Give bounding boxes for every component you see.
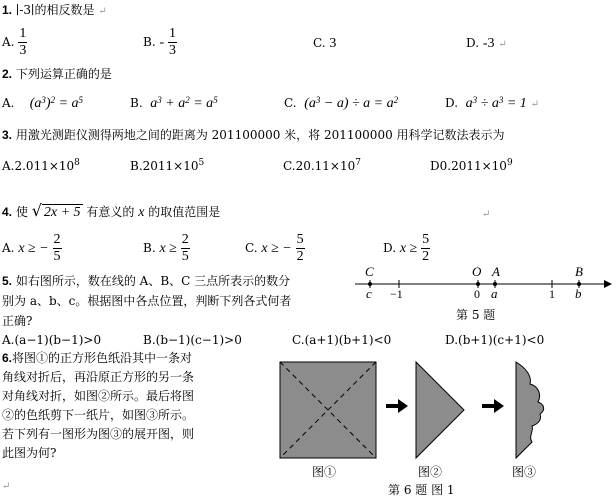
q1-option-b: B. - $\frac{1}{3}$ [143, 26, 176, 58]
q6-line-3: 对角线对折，如图②所示。最后将图 [2, 389, 195, 403]
tick-label-minus-one: −1 [390, 287, 403, 301]
label-point-a: A [492, 264, 500, 279]
folded-triangle [416, 362, 464, 458]
cut-paper-piece [516, 362, 544, 458]
option-label: A. [2, 35, 15, 49]
q4-option-d: D. x ≥ $\frac{5}{2}$ [383, 232, 430, 264]
q2-stem: 下列运算正确的是 [15, 67, 112, 81]
q2-option-d: D. $a^3 \div a^3 = 1$ ↵ [445, 95, 540, 111]
paragraph-mark: ↵ [98, 6, 107, 17]
figure-2-label: 图② [418, 465, 443, 479]
q1-option-a [2, 24, 27, 60]
label-point-c: C [365, 264, 374, 279]
q5-line-3: 正确? [2, 314, 33, 328]
figure-5-caption: 第 5 题 [456, 308, 496, 322]
q1-option-d: D. -3 ↵ [466, 36, 507, 51]
q3-option-a: $A.2.011\times 10^8$ [2, 158, 80, 173]
q6-line-2: 角线对折后，再沿原正方形的另一条 [2, 370, 195, 384]
fraction: $\frac{2}{5}$ [181, 232, 189, 264]
q3-stem: 用激光测距仪测得两地之间的距离为 201100000 米，将 201100000 用科学记数法表示为 [15, 128, 505, 142]
q5-option-d: D.(b+1)(c+1)<0 [445, 333, 545, 347]
tick-label-b: b [575, 286, 582, 301]
q1-stem: ∣-3∣的相反数是 [15, 3, 95, 17]
q5-option-c: C.(a+1)(b+1)<0 [292, 333, 392, 347]
label-point-b: B [575, 264, 583, 279]
q2-number: 2. [2, 67, 13, 81]
q2-stem-line [2, 66, 112, 82]
fraction: $\frac{5}{2}$ [296, 232, 304, 264]
tick-label-c: c [366, 286, 372, 301]
fraction: $\frac{1}{3}$ [19, 26, 27, 58]
arrow-head-icon [604, 280, 612, 288]
fraction: $\frac{5}{2}$ [422, 232, 430, 264]
q3-option-d: $D0.2011\times 10^9$ [430, 158, 513, 173]
q3-number: 3. [2, 128, 13, 142]
q5-option-a: A.(a−1)(b−1)>0 [2, 333, 102, 347]
q6-line-5: 若下列有一图形为图③的展开图，则 [2, 427, 195, 441]
figure-3-label: 图③ [512, 465, 537, 479]
q5-line-1: 5. 如右图所示，数在线的 A、B、C 三点所表示的数分 [2, 274, 291, 288]
q2-option-b: B. $a^3 + a^2 = a^5$ [130, 95, 218, 111]
q4-option-b: B. x ≥ $\frac{2}{5}$ [143, 232, 189, 264]
q6-number: 6. [2, 351, 13, 365]
q3-option-b: $B.2011\times 10^5$ [130, 158, 205, 173]
q5-line-2: 别为 a、b、c。根据图中各点位置，判断下列各式何者 [2, 294, 292, 308]
q6-line-4: ②的色纸剪下一纸片，如图③所示。 [2, 408, 195, 422]
q6-line-1: 6.将图①的正方形色纸沿其中一条对 [2, 351, 193, 365]
q4-option-c: C. x ≥ − $\frac{5}{2}$ [245, 232, 304, 264]
q3-option-c: $C.20.11\times 10^7$ [283, 158, 361, 173]
paragraph-mark: ↵ [482, 209, 491, 220]
tick-label-zero: 0 [474, 287, 480, 301]
figure-1-label: 图① [312, 465, 337, 479]
option-label: B. [143, 35, 156, 49]
paragraph-mark: ↵ [2, 481, 11, 492]
radicand: 2x + 5 [43, 205, 81, 220]
arrow-right-icon [386, 399, 408, 413]
q2-option-c: C. $(a^3 - a) \div a = a^2$ [284, 95, 399, 111]
radical-sign: √ [31, 201, 42, 220]
q1-stem-line [2, 2, 107, 20]
q4-number: 4. [2, 205, 13, 219]
tick-label-a: a [491, 286, 498, 301]
q4-option-a: A. x ≥ − $\frac{2}{5}$ [2, 232, 61, 264]
q3-stem-line [2, 127, 505, 143]
number-line-figure [352, 262, 614, 324]
q2-option-a: A. $(a^3)^2 = a^5$ [2, 95, 84, 111]
fraction: $\frac{2}{5}$ [53, 232, 61, 264]
q1-option-c: C. 3 [313, 36, 337, 51]
q4-stem-line: 4. 使 √ 2x + 5 有意义的 x 的取值范围是 [2, 201, 221, 220]
folding-figure [270, 354, 570, 498]
q1-number: 1. [2, 3, 13, 17]
arrow-right-icon [482, 399, 504, 413]
point-o [476, 282, 480, 286]
q5-option-b: B.(b−1)(c−1)>0 [143, 333, 242, 347]
fraction: $\frac{1}{3}$ [168, 26, 176, 58]
figure-6-caption: 第 6 题 图 1 [388, 483, 455, 497]
q6-line-6: 此图为何? [2, 446, 57, 460]
label-point-o: O [472, 264, 482, 279]
q5-number: 5. [2, 274, 13, 288]
tick-label-one: 1 [549, 287, 555, 301]
